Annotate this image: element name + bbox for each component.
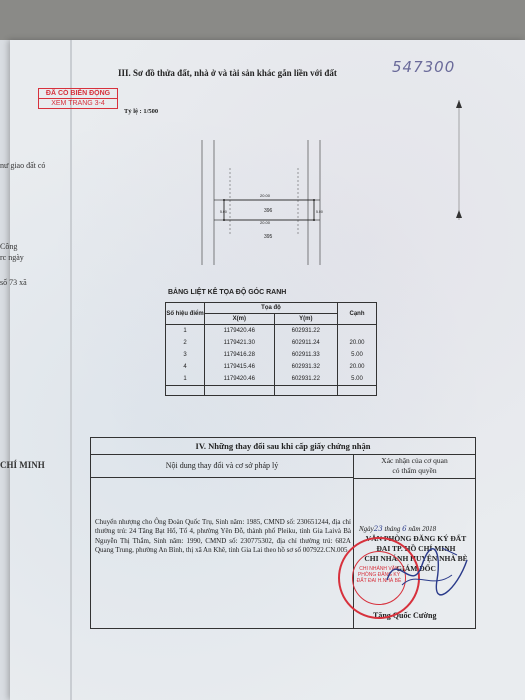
table-row (166, 337, 377, 349)
edge-value: 20.00 (338, 337, 377, 349)
parcel-plan-diagram (190, 140, 350, 275)
edge-value: 5.00 (338, 349, 377, 361)
change-stamp (38, 88, 118, 118)
dim-right-label: 5.00 (316, 210, 323, 214)
section4-title: IV. Những thay đổi sau khi cấp giấy chứng nhận (91, 438, 475, 455)
office-line: ĐAI TP. HỒ CHÍ MINH (376, 544, 456, 553)
edge-value: 20.00 (338, 361, 377, 373)
col-authority-line1: Xác nhận của cơ quan (381, 456, 448, 465)
section3-title: III. Sơ đồ thửa đất, nhà ở và tài sản khác gắn liền với đất (118, 68, 337, 78)
col-point: Số hiệu điểm (166, 303, 205, 325)
margin-guilloche (455, 100, 463, 220)
confirmation-date (359, 525, 436, 533)
left-fragment: CHÍ MINH (0, 460, 45, 470)
left-fragment: số 73 xã (0, 278, 27, 287)
col-x: X(m) (205, 314, 275, 325)
change-stamp-line1: ĐÃ CÓ BIẾN ĐỘNG (38, 88, 118, 99)
date-mid: tháng (384, 525, 401, 533)
x-value: 1179420.46 (205, 373, 275, 386)
coordinate-table-title: BẢNG LIỆT KÊ TỌA ĐỘ GÓC RANH (168, 289, 287, 296)
x-value: 1179420.46 (205, 325, 275, 338)
table-row (166, 373, 377, 386)
col-y: Y(m) (274, 314, 337, 325)
dim-bottom-label: 20.00 (260, 220, 271, 225)
col-edge: Cạnh (338, 303, 377, 325)
changes-section (90, 437, 476, 629)
office-line: GIÁM ĐỐC (396, 564, 436, 573)
left-fragment: Công (0, 242, 18, 251)
office-line: CHI NHÁNH HUYỆN NHÀ BÈ (364, 554, 468, 563)
y-value: 602931.22 (274, 325, 337, 338)
date-suffix: năm 2018 (408, 525, 437, 533)
point-id: 4 (166, 361, 205, 373)
point-id: 3 (166, 349, 205, 361)
col-coord: Tọa độ (205, 303, 338, 314)
signer-name: Tăng Quốc Cường (373, 611, 437, 620)
table-row (166, 361, 377, 373)
seal-text: CHI NHÁNH VĂN PHÒNG ĐĂNG KÝ ĐẤT ĐAI H.NHÀ BÈ (356, 566, 402, 584)
coordinate-table (165, 302, 377, 396)
table-row (166, 349, 377, 361)
x-value: 1179415.46 (205, 361, 275, 373)
dim-left-label: 5.00 (220, 210, 227, 214)
change-stamp-line2: XEM TRANG 3-4 (38, 99, 118, 109)
table-row (166, 325, 377, 338)
point-id: 1 (166, 325, 205, 338)
edge-cell (338, 325, 377, 338)
x-value: 1179421.30 (205, 337, 275, 349)
col-change-content: Nội dung thay đổi và cơ sở pháp lý (91, 455, 354, 478)
point-id: 2 (166, 337, 205, 349)
dim-top-label: 20.00 (260, 193, 271, 198)
date-prefix: Ngày (359, 525, 374, 533)
handwritten-number: 547300 (392, 58, 456, 76)
col-authority (354, 455, 475, 479)
point-id: 1 (166, 373, 205, 386)
date-day: 23 (373, 525, 383, 533)
change-content: Chuyển nhượng cho Ông Đoàn Quốc Trụ, Sinh năm: 1985, CMND số: 230651244, địa chỉ thường trú: 24 Tăng Bạt Hổ, Tổ 4, phường Yên Đỗ, thành phố Pleiku, tỉnh Gia Laivà Bà Nguyễn Thị Thắm, Sinh năm: 1990, CMND số: 230775302, địa chỉ thường trú: 682A Quang Trung, phường An Bình, thị xã An Khê, tỉnh Gia Lai theo hồ sơ số 007922.CN.005 (95, 518, 351, 554)
table-row (166, 386, 377, 396)
edge-value: 5.00 (338, 373, 377, 386)
scale-label: Tỷ lệ : 1/500 (124, 108, 159, 115)
parcel-number-below: 395 (264, 234, 273, 240)
left-fragment: rc ngày (0, 253, 24, 262)
y-value: 602911.24 (274, 337, 337, 349)
parcel-number: 396 (264, 208, 273, 214)
date-month: 6 (402, 525, 407, 533)
y-value: 602911.33 (274, 349, 337, 361)
page-crease (70, 40, 72, 700)
col-authority-line2: có thẩm quyền (392, 466, 437, 475)
y-value: 602931.32 (274, 361, 337, 373)
y-value: 602931.22 (274, 373, 337, 386)
x-value: 1179416.28 (205, 349, 275, 361)
office-line: VĂN PHÒNG ĐĂNG KÝ ĐẤT (365, 534, 467, 543)
signature (382, 540, 472, 600)
left-fragment: nư giao đất có (0, 161, 46, 170)
